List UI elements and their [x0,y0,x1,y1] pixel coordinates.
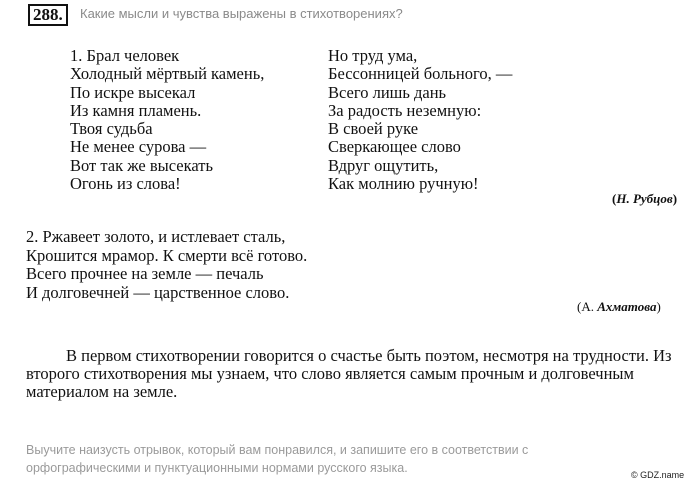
poem2 [26,228,307,302]
poem-line: В своей руке [328,119,419,139]
exercise-number: 288. [28,4,68,26]
answer-paragraph: В первом стихотворении говорится о счастье быть поэтом, несмотря на трудности. Из второго стихотворения мы узнаем, что слово является самым прочным и долговечным материалом на земле. [26,346,672,401]
poem-line: Из камня пламень. [70,100,202,120]
poem-line: Вдруг ощутить, [328,155,439,175]
poem-line: Но труд ума, [328,46,418,65]
author-initial: А. [581,299,594,314]
poem-line: Всего лишь дань [328,82,447,102]
poem-line: За радость неземную: [328,100,482,120]
watermark: © GDZ.name [631,470,685,480]
instruction-text: Выучите наизусть отрывок, который вам понравился, и запишите его в соответствии с орфографическими и пунктуационными нормами русского языка. [26,443,529,475]
author-surname: Рубцов [632,191,673,206]
poem-line: 2. Ржавеет золото, и истлевает сталь, [26,227,286,246]
poem-line: Не менее сурова — [70,137,207,157]
poem-line: Крошится мрамор. К смерти всё готово. [26,245,308,265]
poem-line: По искре высекал [70,82,196,102]
poem-line: Огонь из слова! [70,174,181,194]
poem-line: Бессонницей больного, — [328,64,513,84]
exercise-task: Какие мысли и чувства выражены в стихотворениях? [80,6,403,21]
poem2-attribution: (А. Ахматова) [577,299,661,314]
poem-line: Как молнию ручную! [328,174,479,194]
poem1-right-column [328,47,512,193]
poem-line: Сверкающее слово [328,137,461,157]
poem-line: И долговечней — царственное слово. [26,282,290,302]
poem-line: Всего прочнее на земле — печаль [26,264,264,283]
poem-line: Холодный мёртвый камень, [70,64,265,84]
author-surname: Ахматова [597,299,657,314]
poem-line: Твоя судьба [70,119,153,139]
author-initial: Н. [616,191,630,206]
poem1-attribution: (Н. Рубцов) [612,191,678,206]
poem-line: 1. Брал человек [70,46,180,65]
poem1-left-column [70,47,264,193]
poem-line: Вот так же высекать [70,155,214,175]
